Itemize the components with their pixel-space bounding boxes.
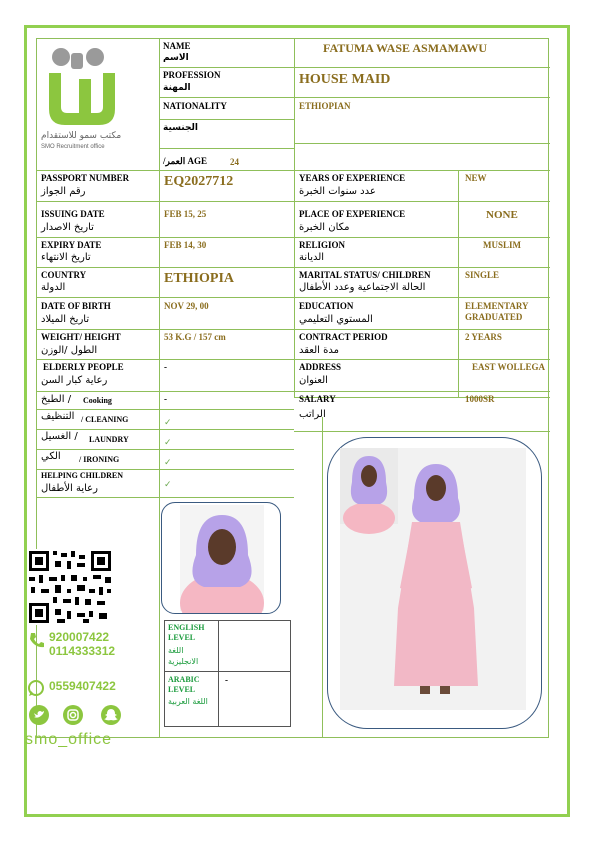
experience-years-label-ar: عدد سنوات الخبرة <box>299 186 376 197</box>
helping-children-check-icon: ✓ <box>164 479 172 489</box>
cleaning-label: / CLEANING <box>81 415 129 424</box>
place-experience-value: NONE <box>486 209 518 221</box>
salary-label-ar: الراتب <box>299 409 326 420</box>
contract-period-value: 2 YEARS <box>465 332 502 342</box>
profession-value: HOUSE MAID <box>299 72 391 87</box>
salary-value: 1000SR <box>465 394 495 404</box>
name-label-ar: الاسم <box>163 53 189 63</box>
ironing-label: / IRONING <box>79 455 120 464</box>
cv-sheet <box>25 38 549 748</box>
dob-label-ar: تاريخ الميلاد <box>41 314 90 325</box>
english-level-label-ar: اللغة الانجليزية <box>168 646 199 666</box>
marital-status-value: SINGLE <box>465 270 500 280</box>
full-body-photo-frame <box>327 437 542 729</box>
elderly-value: - <box>164 362 167 372</box>
country-value: ETHIOPIA <box>164 271 235 286</box>
logo-arabic-text: مكتب سمو للاستقدام <box>41 131 122 141</box>
elderly-label: ELDERLY PEOPLE <box>43 362 124 372</box>
dob-label: DATE OF BIRTH <box>41 301 111 311</box>
contract-period-label-ar: مدة العقد <box>299 345 339 356</box>
laundry-check-icon: ✓ <box>164 437 172 447</box>
religion-label-ar: الديانة <box>299 252 325 263</box>
country-label: COUNTRY <box>41 270 87 280</box>
education-label-ar: المستوي التعليمي <box>299 314 373 325</box>
cleaning-check-icon: ✓ <box>164 417 172 427</box>
passport-label-ar: رقم الجواز <box>41 186 86 197</box>
education-label: EDUCATION <box>299 301 354 311</box>
address-label: ADDRESS <box>299 362 342 372</box>
qr-code-icon <box>27 549 113 625</box>
phone-number-2: 0114333312 <box>49 644 116 658</box>
cooking-label: Cooking <box>83 396 112 405</box>
arabic-level-value: - <box>225 675 228 685</box>
profession-label: PROFESSION <box>163 70 221 80</box>
portrait-photo-frame <box>161 502 281 614</box>
experience-years-label: YEARS OF EXPERIENCE <box>299 173 406 183</box>
elderly-label-ar: رعاية كبار السن <box>41 375 108 386</box>
marital-status-label-ar: الحالة الاجتماعية وعدد الأطفال <box>299 282 426 293</box>
weight-height-label: WEIGHT/ HEIGHT <box>41 332 121 342</box>
country-label-ar: الدولة <box>41 282 66 293</box>
cleaning-label-ar: التنظيف <box>41 411 75 422</box>
nationality-value: ETHIOPIAN <box>299 101 351 111</box>
issuing-date-label-ar: تاريخ الاصدار <box>41 222 94 233</box>
phone-icon <box>27 631 45 649</box>
cooking-value: - <box>164 394 167 404</box>
twitter-icon <box>29 705 49 725</box>
laundry-label-ar: الغسيل / <box>41 431 78 442</box>
contract-period-label: CONTRACT PERIOD <box>299 332 388 342</box>
experience-years-value: NEW <box>465 173 487 183</box>
english-level-label: ENGLISH LEVEL <box>168 623 205 642</box>
social-handle: smo_office <box>25 731 113 748</box>
age-value: 24 <box>230 157 239 167</box>
expiry-date-value: FEB 14, 30 <box>164 240 207 250</box>
ironing-label-ar: الكي <box>41 451 61 462</box>
marital-status-label: MARITAL STATUS/ CHILDREN <box>299 270 431 280</box>
name-label: NAME <box>163 41 191 51</box>
place-experience-label-ar: مكان الخبرة <box>299 222 350 233</box>
arabic-level-label-ar: اللغة العربية <box>168 697 208 706</box>
snapchat-icon <box>101 705 121 725</box>
place-experience-label: PLACE OF EXPERIENCE <box>299 209 406 219</box>
nationality-label: NATIONALITY <box>163 101 227 111</box>
helping-children-label-ar: رعاية الأطفال <box>41 483 98 494</box>
cooking-label-ar: الطبخ / <box>41 394 72 405</box>
religion-label: RELIGION <box>299 240 346 250</box>
religion-value: MUSLIM <box>483 240 521 250</box>
instagram-icon <box>63 705 83 725</box>
helping-children-label: HELPING CHILDREN <box>41 471 124 480</box>
ironing-check-icon: ✓ <box>164 457 172 467</box>
logo-english-text: SMO Recruitment office <box>41 144 105 150</box>
issuing-date-value: FEB 15, 25 <box>164 209 207 219</box>
full-body-photo <box>328 438 541 728</box>
weight-height-value: 53 K.G / 157 cm <box>164 332 226 342</box>
expiry-date-label: EXPIRY DATE <box>41 240 102 250</box>
passport-value: EQ2027712 <box>164 174 234 189</box>
whatsapp-icon <box>27 679 45 697</box>
smo-logo-icon <box>43 43 123 139</box>
whatsapp-number: 0559407422 <box>49 679 116 693</box>
arabic-level-label: ARABIC LEVEL <box>168 675 200 694</box>
issuing-date-label: ISSUING DATE <box>41 209 105 219</box>
laundry-label: LAUNDRY <box>89 435 129 444</box>
salary-label: SALARY <box>299 394 336 404</box>
expiry-date-label-ar: تاريخ الانتهاء <box>41 252 91 263</box>
age-label: /العمر AGE <box>163 156 208 166</box>
address-label-ar: العنوان <box>299 375 328 386</box>
address-value: EAST WOLLEGA <box>472 362 545 372</box>
dob-value: NOV 29, 00 <box>164 301 209 311</box>
portrait-photo <box>162 503 280 613</box>
profession-label-ar: المهنة <box>163 83 191 93</box>
nationality-label-ar: الجنسية <box>163 123 198 133</box>
name-value: FATUMA WASE ASMAMAWU <box>323 41 488 55</box>
phone-number-1: 920007422 <box>49 630 110 644</box>
passport-label: PASSPORT NUMBER <box>41 173 130 183</box>
education-value: ELEMENTARY GRADUATED <box>465 301 529 322</box>
weight-height-label-ar: الطول /الوزن <box>41 345 98 356</box>
